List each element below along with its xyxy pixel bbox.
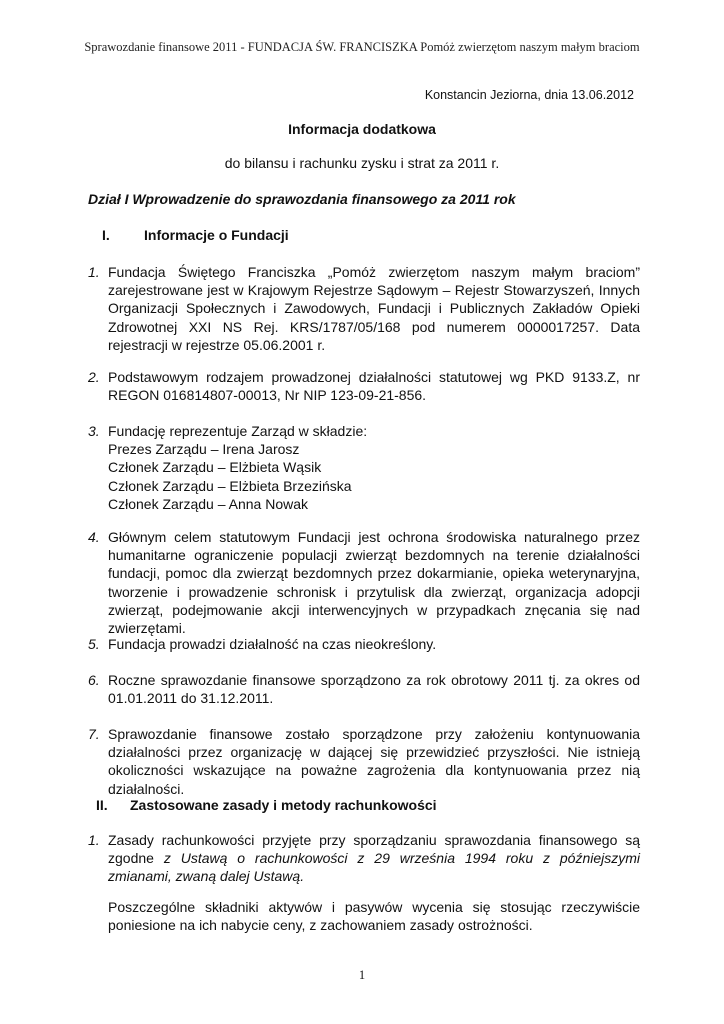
item-paragraph: Poszczególne składniki aktywów i pasywów wycenia się stosując rzeczywiście poniesione na ich nabycie ceny, z zachowaniem zasady ostrożności. [108, 898, 640, 933]
board-composition [108, 422, 640, 513]
board-member: Członek Zarządu – Elżbieta Wąsik [108, 459, 322, 476]
item-number: 6. [88, 672, 100, 688]
board-member: Prezes Zarządu – Irena Jarosz [108, 441, 300, 458]
part-number: II. [96, 797, 108, 813]
item-text-plain: Zasady rachunkowości przyjęte przy sporządzaniu sprawozdania finansowego są zgodne [108, 832, 640, 867]
running-header: Sprawozdanie finansowe 2011 - FUNDACJA ŚW. FRANCISZKA Pomóż zwierzętom naszym małym braciom [84, 40, 640, 54]
item-number: 7. [88, 726, 100, 742]
part-title: Zastosowane zasady i metody rachunkowości [130, 797, 437, 813]
item-number: 3. [88, 423, 100, 439]
item-text: Sprawozdanie finansowe zostało sporządzone przy założeniu kontynuowania działalności przez organizację w dającej się przewidzieć przyszłości. Nie istnieją okoliczności wskazujące na poważne zagrożenia dla kontynuowania przez nią działalności. [108, 726, 640, 797]
item-text [108, 831, 640, 886]
document-subtitle: do bilansu i rachunku zysku i strat za 2011 r. [224, 155, 500, 171]
list-item [88, 671, 640, 707]
list-item [88, 263, 640, 354]
item-number: 1. [88, 832, 100, 848]
document-title: Informacja dodatkowa [288, 121, 436, 137]
board-intro: Fundację reprezentuje Zarząd w składzie: [108, 423, 368, 439]
item-number: 5. [88, 636, 100, 652]
part-title: Informacje o Fundacji [144, 227, 289, 243]
page-number: 1 [358, 968, 366, 982]
item-body [108, 831, 640, 934]
list-item [88, 368, 640, 404]
item-number: 4. [88, 529, 100, 545]
item-text-italic: z Ustawą o rachunkowości z 29 września 1994 roku z późniejszymi zmianami, zwaną dalej Ustawą. [108, 850, 641, 885]
part-number: I. [102, 227, 110, 243]
item-text: Fundacja prowadzi działalność na czas nieokreślony. [108, 636, 437, 652]
list-item [88, 422, 640, 513]
list-item [88, 725, 640, 798]
section-heading: Dział I Wprowadzenie do sprawozdania finansowego za 2011 rok [88, 191, 516, 207]
list-item [88, 635, 640, 653]
list-item [88, 528, 640, 637]
list-item [88, 831, 640, 934]
item-text: Głównym celem statutowym Fundacji jest ochrona środowiska naturalnego przez humanitarne ograniczenie populacji zwierząt bezdomnych na terenie działalności fundacji, pomoc dla zwierząt bezdomnych przez dokarmianie, opieka weterynaryjna, tworzenie i prowadzenie schronisk i przytulisk dla zwierząt, organizacja adopcji zwierząt, podejmowanie akcji interwencyjnych w przypadkach znęcania się nad zwierzętami. [108, 529, 640, 637]
board-member: Członek Zarządu – Elżbieta Brzezińska [108, 477, 352, 494]
item-text: Podstawowym rodzajem prowadzonej działalności statutowej wg PKD 9133.Z, nr REGON 016814807-00013, Nr NIP 123-09-21-856. [108, 369, 640, 404]
item-text: Roczne sprawozdanie finansowe sporządzono za rok obrotowy 2011 tj. za okres od 01.01.2011 do 31.12.2011. [108, 672, 640, 707]
date-line: Konstancin Jeziorna, dnia 13.06.2012 [424, 88, 634, 102]
item-number: 2. [88, 369, 100, 385]
item-text: Fundacja Świętego Franciszka „Pomóż zwierzętom naszym małym braciom” zarejestrowane jest w Krajowym Rejestrze Sądowym – Rejestr Stowarzyszeń, Innych Organizacji Społecznych i Zawodowych, Fundacji i Publicznych Zakładów Opieki Zdrowotnej XXI NS Rej. KRS/1787/05/168 pod numerem 0000017257. Data rejestracji w rejestrze 05.06.2001 r. [108, 264, 640, 353]
item-number: 1. [88, 264, 100, 280]
board-member: Członek Zarządu – Anna Nowak [108, 495, 308, 512]
